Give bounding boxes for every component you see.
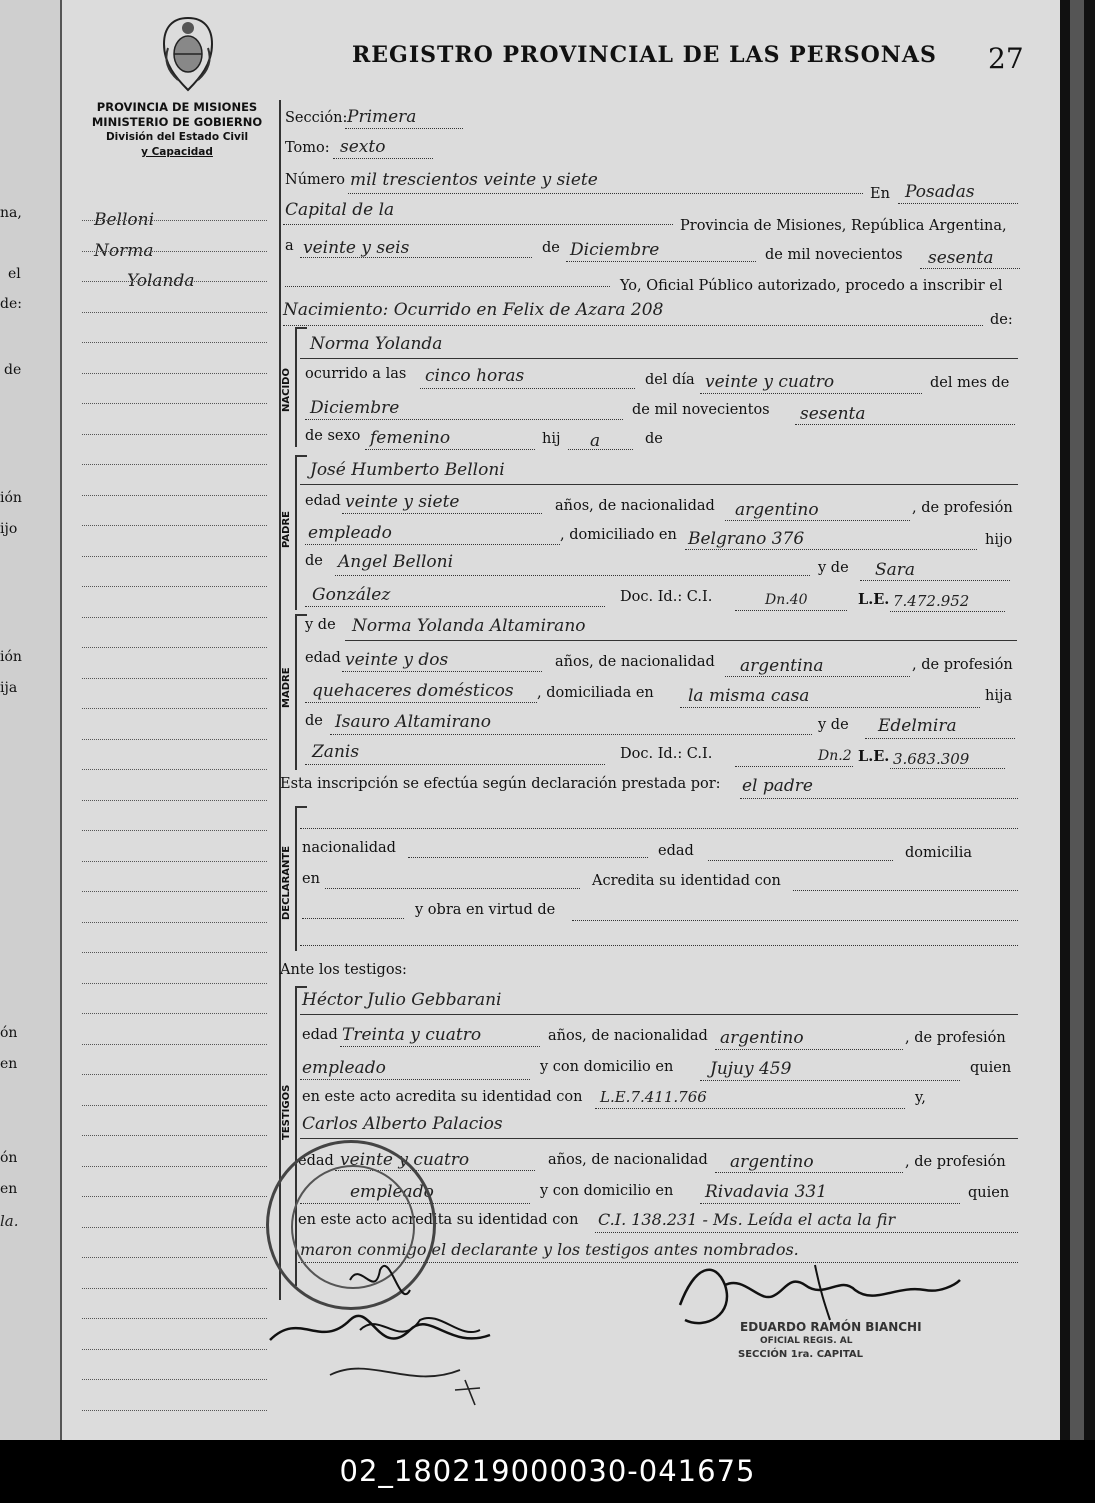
ante-testigos-label: Ante los testigos: (280, 962, 407, 978)
padre-edad-value: veinte y siete (345, 492, 460, 512)
mil-value: sesenta (928, 248, 994, 268)
sexo-label: de sexo (305, 428, 361, 444)
testigo2-name: Carlos Alberto Palacios (302, 1114, 503, 1134)
document-title: REGISTRO PROVINCIAL DE LAS PERSONAS (352, 42, 937, 68)
testigo2-acredita-label: en este acto acredita su identidad con (298, 1212, 579, 1228)
numero-label: Número (285, 172, 346, 188)
stub-ruled-line (82, 1318, 267, 1319)
padre-label: PADRE (281, 511, 292, 548)
hij-value: a (590, 431, 601, 451)
edge-fragment: ión (0, 490, 22, 506)
madre-prof-label: , de profesión (912, 657, 1013, 673)
edge-fragment: la. (0, 1212, 19, 1230)
testigo1-acredita-value: L.E.7.411.766 (600, 1088, 707, 1106)
testigos-label: TESTIGOS (281, 1084, 292, 1140)
en-label: En (870, 186, 890, 202)
testigo1-dom-label: y con domicilio en (540, 1059, 674, 1075)
stub-ruled-line (82, 342, 267, 343)
seccion-label: Sección: (285, 110, 348, 126)
hora-value: cinco horas (425, 366, 525, 386)
madre-label: MADRE (281, 667, 292, 708)
stub-ruled-line (82, 1349, 267, 1350)
stub-ruled-line (82, 830, 267, 831)
nacido-de-label: de (645, 431, 663, 447)
nacido-label: NACIDO (281, 368, 292, 412)
ocurrido-label: ocurrido a las (305, 366, 407, 382)
padre-father-value: Angel Belloni (338, 552, 454, 572)
de-colon: de: (990, 312, 1013, 328)
edge-fragment: ión (0, 649, 22, 665)
official-stamp-section: SECCIÓN 1ra. CAPITAL (738, 1349, 863, 1360)
capital-value: Capital de la (285, 200, 395, 220)
padre-prof-label: , de profesión (912, 500, 1013, 516)
del-dia-label: del día (645, 372, 695, 388)
padre-mother-value: Sara (875, 560, 916, 580)
madre-edad-label: edad (305, 650, 341, 666)
stub-ruled-line (82, 891, 267, 892)
official-stamp-title: OFICIAL REGIS. AL (760, 1336, 853, 1346)
declarante-en-label: en (302, 871, 320, 887)
testigo1-nac-value: argentino (720, 1028, 804, 1048)
madre-dom-value: la misma casa (688, 686, 810, 706)
witness-signatures (260, 1240, 520, 1410)
stub-ruled-line (82, 800, 267, 801)
testigo2-nac-value: argentino (730, 1152, 814, 1172)
padre-de-label: de (305, 553, 323, 569)
nacido-mil-label: de mil novecientos (632, 402, 770, 418)
testigo1-name: Héctor Julio Gebbarani (302, 990, 502, 1010)
ministry-label: MINISTERIO DE GOBIERNO (91, 115, 263, 129)
inscribir-value: Nacimiento: Ocurrido en Felix de Azara 208 (283, 300, 664, 320)
declarante-acredita-label: Acredita su identidad con (592, 873, 781, 889)
madre-de-label: de (305, 713, 323, 729)
closing-text: maron conmigo el declarante y los testigos antes nombrados. (300, 1240, 799, 1259)
a-label: a (285, 238, 294, 254)
testigo1-edad-label: edad (302, 1027, 338, 1043)
testigo1-edad-value: Treinta y cuatro (342, 1025, 482, 1045)
testigo1-y: y, (915, 1090, 926, 1106)
madre-nac-value: argentina (740, 656, 824, 676)
de-label: de (542, 240, 560, 256)
padre-nac-value: argentino (735, 500, 819, 520)
stub-ruled-line (82, 1196, 267, 1197)
madre-doc-value: Dn.2 (818, 748, 852, 764)
edge-fragment: el (8, 266, 21, 282)
madre-nac-label: años, de nacionalidad (555, 654, 715, 670)
page-number: 27 (988, 42, 1024, 75)
stub-ruled-line (82, 647, 267, 648)
edge-fragment: en (0, 1181, 18, 1197)
oficial-text: Yo, Oficial Público autorizado, procedo a inscribir el (620, 278, 1003, 294)
stub-ruled-line (82, 1288, 267, 1289)
stub-ruled-line (82, 586, 267, 587)
padre-doc-label: Doc. Id.: C.I. (620, 589, 713, 605)
official-stamp-name: EDUARDO RAMÓN BIANCHI (740, 1320, 922, 1334)
testigo2-prof-value: empleado (350, 1182, 434, 1202)
madre-dom-label: , domiciliada en (537, 685, 654, 701)
nacido-bracket (295, 327, 297, 447)
padre-prof-value: empleado (308, 523, 392, 543)
declarante-edad-label: edad (658, 843, 694, 859)
edge-fragment: ijo (0, 521, 18, 537)
dia-value: veinte y cuatro (705, 372, 835, 392)
nacido-name: Norma Yolanda (310, 334, 443, 354)
a-value: veinte y seis (303, 238, 410, 258)
stub-ruled-line (82, 1044, 267, 1045)
stub-ruled-line (82, 556, 267, 557)
stub-ruled-line (82, 1166, 267, 1167)
testigo1-acredita-label: en este acto acredita su identidad con (302, 1089, 583, 1105)
stub-first-name: Norma (94, 241, 154, 261)
padre-nac-label: años, de nacionalidad (555, 498, 715, 514)
en-value: Posadas (905, 182, 975, 202)
stub-ruled-line (82, 403, 267, 404)
stub-ruled-line (82, 434, 267, 435)
stub-ruled-line (82, 769, 267, 770)
padre-doc-value: Dn.40 (765, 592, 808, 608)
madre-father-value: Isauro Altamirano (335, 712, 491, 732)
stub-ruled-line (82, 1105, 267, 1106)
madre-bracket (295, 614, 297, 770)
stub-ruled-line (82, 251, 267, 252)
numero-value: mil trescientos veinte y siete (350, 170, 598, 190)
stub-ruled-line (82, 952, 267, 953)
edge-fragment: ón (0, 1025, 18, 1041)
padre-hijo-label: hijo (985, 532, 1013, 548)
madre-prof-value: quehaceres domésticos (312, 681, 514, 701)
stub-middle-name: Yolanda (127, 271, 195, 291)
testigo1-prof-label: , de profesión (905, 1030, 1006, 1046)
capacity-label: y Capacidad (141, 146, 213, 158)
stub-ruled-line (82, 464, 267, 465)
stub-ruled-line (82, 861, 267, 862)
stub-ruled-line (82, 678, 267, 679)
division-label: División del Estado Civil (105, 131, 249, 143)
tomo-value: sexto (340, 137, 386, 157)
stub-ruled-line (82, 739, 267, 740)
stub-ruled-line (82, 281, 267, 282)
province-label: PROVINCIA DE MISIONES (96, 100, 258, 114)
stub-ruled-line (82, 922, 267, 923)
sexo-value: femenino (370, 428, 451, 448)
declarante-nac-label: nacionalidad (302, 840, 396, 856)
madre-hija-label: hija (985, 688, 1013, 704)
madre-le-label: L.E. (858, 748, 890, 765)
stub-ruled-line (82, 708, 267, 709)
stub-ruled-line (82, 1379, 267, 1380)
madre-y-de2-label: y de (818, 717, 849, 733)
stub-surname: Belloni (94, 210, 155, 230)
padre-name: José Humberto Belloni (310, 460, 505, 480)
testigo1-prof-value: empleado (302, 1058, 386, 1078)
madre-le-value: 3.683.309 (893, 750, 970, 768)
stub-ruled-line (82, 220, 267, 221)
stub-ruled-line (82, 312, 267, 313)
stub-ruled-line (82, 1013, 267, 1014)
de-value: Diciembre (570, 240, 660, 260)
madre-doc-label: Doc. Id.: C.I. (620, 746, 713, 762)
inscripcion-label: Esta inscripción se efectúa según declaración prestada por: (280, 776, 721, 792)
stub-ruled-line (82, 1410, 267, 1411)
testigo1-dom-value: Jujuy 459 (710, 1059, 792, 1079)
stub-column (82, 95, 267, 1435)
padre-mother-value2: González (312, 585, 391, 605)
stub-ruled-line (82, 983, 267, 984)
madre-edad-value: veinte y dos (345, 650, 449, 670)
testigo2-edad-label: edad (298, 1153, 334, 1169)
stub-ruled-line (82, 373, 267, 374)
tomo-label: Tomo: (285, 140, 330, 156)
padre-dom-label: , domiciliado en (560, 527, 677, 543)
edge-fragment: ija (0, 680, 18, 696)
stub-ruled-line (82, 495, 267, 496)
provincia-text: Provincia de Misiones, República Argentina, (680, 218, 1007, 234)
stub-ruled-line (82, 525, 267, 526)
madre-mother-value2: Zanis (312, 742, 360, 762)
testigo2-prof-label: , de profesión (905, 1154, 1006, 1170)
document-code: 02_180219000030-041675 (0, 1440, 1095, 1503)
testigo2-quien: quien (968, 1185, 1010, 1201)
stub-ruled-line (82, 1257, 267, 1258)
padre-y-de-label: y de (818, 560, 849, 576)
padre-edad-label: edad (305, 493, 341, 509)
edge-fragment: ón (0, 1150, 18, 1166)
hij-label: hij (542, 431, 561, 447)
book-binding-edge (1060, 0, 1095, 1440)
testigo2-nac-label: años, de nacionalidad (548, 1152, 708, 1168)
del-mes-label: del mes de (930, 375, 1010, 391)
padre-le-value: 7.472.952 (893, 592, 970, 610)
stub-ruled-line (82, 1135, 267, 1136)
declarante-dom-label: domicilia (905, 845, 973, 861)
padre-dom-value: Belgrano 376 (688, 529, 805, 549)
madre-name: Norma Yolanda Altamirano (352, 616, 586, 636)
declarante-label: DECLARANTE (281, 845, 292, 920)
edge-fragment: de: (0, 296, 22, 312)
testigo2-edad-value: veinte y cuatro (340, 1150, 470, 1170)
stub-ruled-line (82, 617, 267, 618)
inscripcion-value: el padre (742, 776, 813, 796)
madre-y-de-label: y de (305, 617, 336, 633)
stub-ruled-line (82, 1227, 267, 1228)
seccion-value: Primera (347, 107, 417, 127)
testigo2-dom-label: y con domicilio en (540, 1183, 674, 1199)
padre-bracket (295, 455, 297, 610)
coat-of-arms-icon (158, 14, 218, 96)
testigo2-acredita-value: C.I. 138.231 - Ms. Leída el acta la fir (598, 1210, 896, 1229)
stub-ruled-line (82, 1074, 267, 1075)
mes-value: Diciembre (310, 398, 400, 418)
testigo1-nac-label: años, de nacionalidad (548, 1028, 708, 1044)
anio-value: sesenta (800, 404, 866, 424)
padre-le-label: L.E. (858, 591, 890, 608)
testigo1-quien: quien (970, 1060, 1012, 1076)
edge-fragment: en (0, 1056, 18, 1072)
testigo2-dom-value: Rivadavia 331 (705, 1182, 828, 1202)
edge-fragment: na, (0, 205, 22, 221)
declarante-bracket (295, 806, 297, 951)
madre-mother-value: Edelmira (878, 716, 957, 736)
declarante-obra-label: y obra en virtud de (415, 902, 556, 918)
mil-label: de mil novecientos (765, 247, 903, 263)
edge-fragment: de (4, 362, 22, 378)
